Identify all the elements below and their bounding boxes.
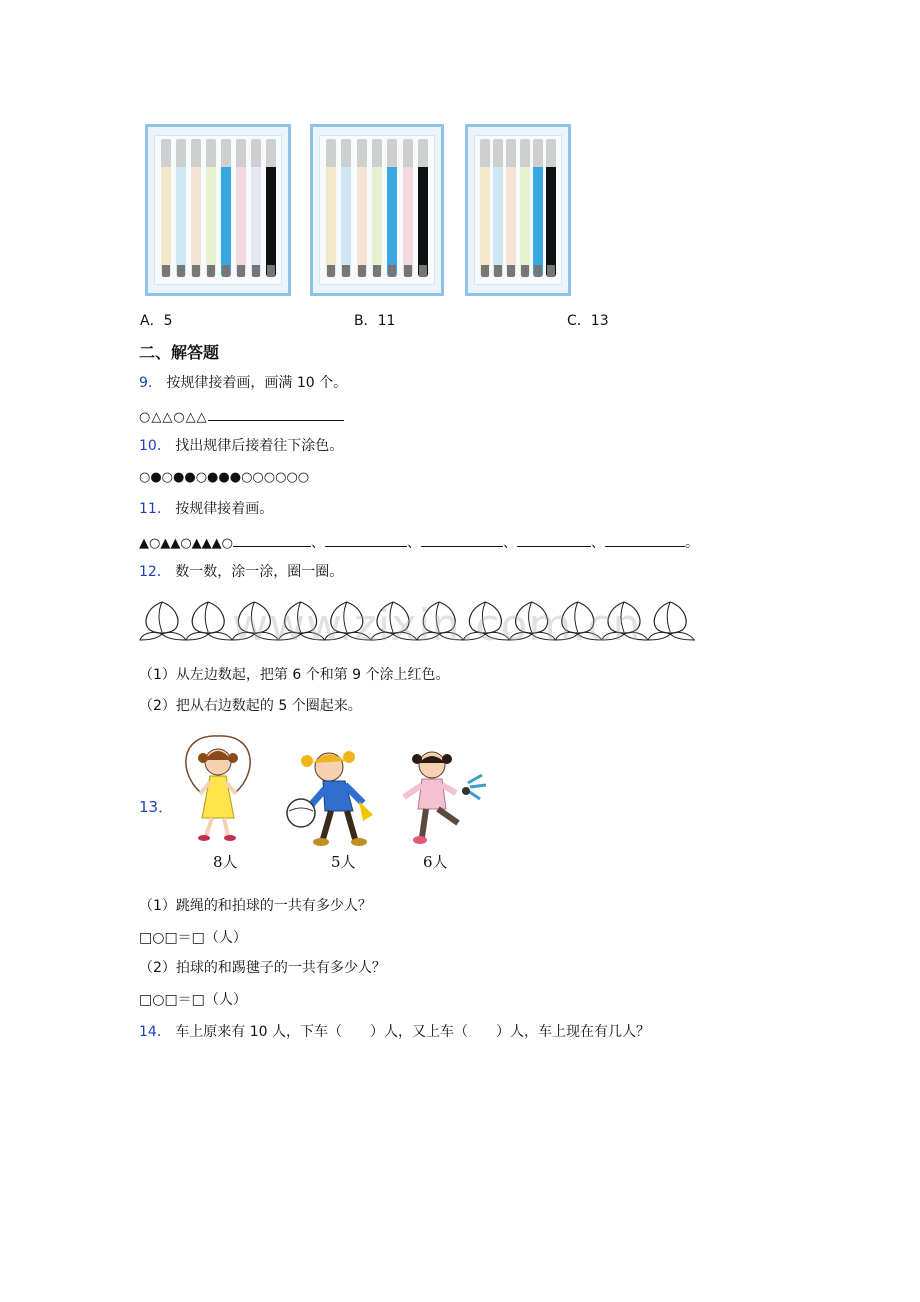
pen <box>546 139 556 277</box>
question-10: 10． 找出规律后接着往下涂色。 <box>139 438 344 454</box>
section-heading: 二、解答题 <box>139 343 220 362</box>
pen <box>326 139 336 277</box>
option-b: B．11 <box>354 313 396 329</box>
q12-sub2: （2）把从右边数起的 5 个圈起来。 <box>139 698 362 714</box>
jump-rope-girl-icon <box>178 732 258 850</box>
kid-count-1: 8人 <box>213 853 238 871</box>
pen <box>520 139 530 277</box>
q12-sub1: （1）从左边数起，把第 6 个和第 9 个涂上红色。 <box>139 667 450 683</box>
q10-pattern: ○●○●●○●●●○○○○○○ <box>139 470 310 485</box>
answer-blank[interactable] <box>605 532 685 547</box>
peach-icon[interactable] <box>140 602 186 640</box>
pen <box>387 139 397 277</box>
pen <box>191 139 201 277</box>
q13-eq1: □○□＝□（人） <box>139 930 247 946</box>
question-14: 14． 车上原来有 10 人，下车（ ）人，又上车（ ）人，车上现在有几人？ <box>139 1024 650 1040</box>
pen-box-b <box>310 124 444 296</box>
pen <box>206 139 216 277</box>
pen-box-c <box>465 124 571 296</box>
q13-sub2: （2）拍球的和踢毽子的一共有多少人？ <box>139 960 386 976</box>
q11-pattern: ▲○▲▲○▲▲▲○ 、 、 、 、 。 <box>139 532 699 554</box>
question-12: 12． 数一数，涂一涂，圈一圈。 <box>139 564 344 580</box>
pen <box>506 139 516 277</box>
pen <box>403 139 413 277</box>
ball-bouncing-girl-icon <box>283 745 379 849</box>
peach-icon[interactable] <box>186 602 232 640</box>
q13-sub1: （1）跳绳的和拍球的一共有多少人？ <box>139 898 372 914</box>
q9-pattern: ○△△○△△ <box>139 406 344 428</box>
answer-blank[interactable] <box>233 532 311 547</box>
answer-blank[interactable] <box>517 532 591 547</box>
kid-count-3: 6人 <box>423 853 448 871</box>
kid-count-2: 5人 <box>331 853 356 871</box>
shuttlecock-kicking-girl-icon <box>390 745 490 849</box>
answer-blank[interactable] <box>325 532 407 547</box>
option-a: A．5 <box>140 313 173 329</box>
pen <box>221 139 231 277</box>
answer-blank[interactable] <box>421 532 503 547</box>
question-9: 9． 按规律接着画，画满 10 个。 <box>139 375 348 391</box>
pen <box>341 139 351 277</box>
pen <box>176 139 186 277</box>
pen <box>493 139 503 277</box>
pen <box>480 139 490 277</box>
peach-icon[interactable] <box>648 602 694 640</box>
pen <box>236 139 246 277</box>
pen-box-a <box>145 124 291 296</box>
question-11: 11． 按规律接着画。 <box>139 501 274 517</box>
option-c: C．13 <box>567 313 609 329</box>
pen <box>418 139 428 277</box>
pen <box>372 139 382 277</box>
pen <box>161 139 171 277</box>
pen <box>533 139 543 277</box>
pen <box>266 139 276 277</box>
q13-eq2: □○□＝□（人） <box>139 992 247 1008</box>
answer-blank[interactable] <box>208 406 344 421</box>
pen <box>251 139 261 277</box>
watermark: www.zixin.com.cn <box>232 600 642 651</box>
pen <box>357 139 367 277</box>
question-13: 13． <box>139 798 174 816</box>
